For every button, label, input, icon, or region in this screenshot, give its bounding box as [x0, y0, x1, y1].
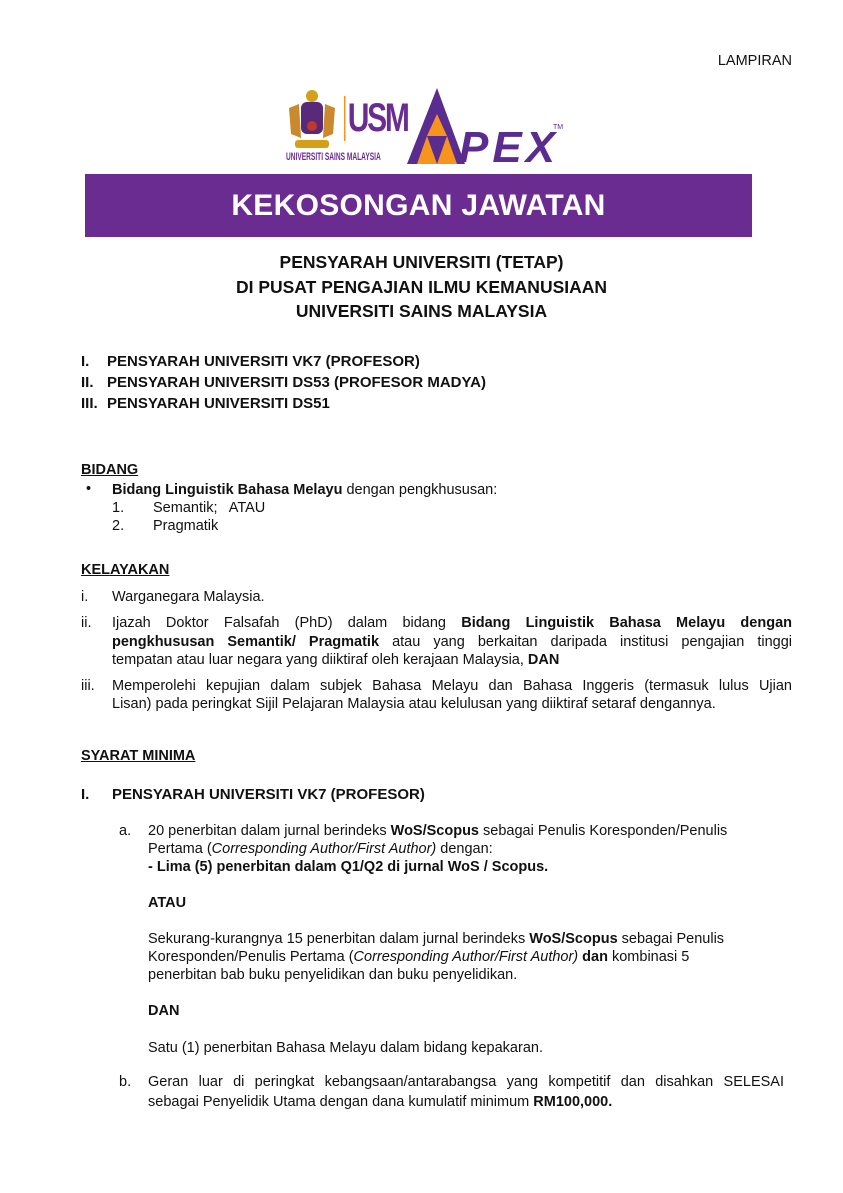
usm-crest-logo — [287, 88, 337, 154]
requirement-text: Warganegara Malaysia. — [112, 589, 265, 605]
page-title-3: UNIVERSITI SAINS MALAYSIA — [295, 301, 548, 321]
page-title-1: PENSYARAH UNIVERSITI (TETAP) — [279, 252, 564, 272]
list-num: iii. — [81, 678, 95, 694]
position-label: PENSYARAH UNIVERSITI DS51 — [107, 395, 330, 412]
criteria-line: Pertama (Corresponding Author/First Author) dengan: — [148, 841, 493, 857]
position-num: III. — [81, 395, 98, 412]
requirement-line: Lisan) pada peringkat Sijil Pelajaran Malaysia atau kelulusan yang diiktiraf setaraf dengannya. — [112, 696, 716, 712]
list-num: ii. — [81, 615, 92, 631]
section-heading-syarat: SYARAT MINIMA — [81, 748, 196, 764]
trademark: TM — [553, 124, 564, 131]
position-num: I. — [81, 353, 90, 370]
position-num: II. — [81, 374, 94, 391]
criteria-line: Satu (1) penerbitan Bahasa Melayu dalam bidang kepakaran. — [148, 1040, 543, 1056]
section-heading-bidang: BIDANG — [81, 462, 139, 478]
criteria-line: - Lima (5) penerbitan dalam Q1/Q2 di jurnal WoS / Scopus. — [148, 859, 549, 875]
svg-text:PEX: PEX — [459, 123, 555, 166]
criteria-line: sebagai Penyelidik Utama dengan dana kumulatif minimum RM100,000. — [148, 1094, 613, 1110]
field-bullet — [112, 482, 497, 498]
list-num: b. — [119, 1074, 132, 1090]
field-text: dengan pengkhususan: — [342, 482, 498, 498]
list-num: 1. — [112, 500, 125, 516]
and-label: DAN — [148, 1003, 180, 1019]
list-item: Pragmatik — [153, 518, 219, 534]
criteria-line: Koresponden/Penulis Pertama (Corresponding Author/First Author) dan kombinasi 5 — [148, 949, 690, 965]
list-num: a. — [119, 823, 132, 839]
requirement-line: pengkhususan Semantik/ Pragmatik atau yang berkaitan daripada institusi pengajian tinggi — [112, 634, 792, 650]
list-num: 2. — [112, 518, 125, 534]
sub-heading: PENSYARAH UNIVERSITI VK7 (PROFESOR) — [112, 786, 425, 803]
criteria-line: Sekurang-kurangnya 15 penerbitan dalam jurnal berindeks WoS/Scopus sebagai Penulis — [148, 931, 725, 947]
usm-name: UNIVERSITI SAINS MALAYSIA — [286, 151, 381, 163]
criteria-line: penerbitan bab buku penyelidikan dan buku penyelidikan. — [148, 967, 518, 983]
vacancy-banner: KEKOSONGAN JAWATAN — [85, 174, 752, 237]
criteria-line: 20 penerbitan dalam jurnal berindeks WoS/Scopus sebagai Penulis Koresponden/Penulis — [148, 823, 728, 839]
apex-logo — [407, 86, 567, 166]
bullet-icon: • — [86, 481, 92, 497]
attachment-label: LAMPIRAN — [717, 53, 792, 69]
criteria-line: Geran luar di peringkat kebangsaan/antarabangsa yang kompetitif dan disahkan SELESAI — [148, 1074, 784, 1090]
requirement-line: tempatan atau luar negara yang diiktiraf oleh kerajaan Malaysia, DAN — [112, 652, 560, 668]
usm-logo-text: USM — [344, 96, 408, 141]
page-title-2: DI PUSAT PENGAJIAN ILMU KEMANUSIAAN — [235, 277, 608, 297]
position-label: PENSYARAH UNIVERSITI DS53 (PROFESOR MADYA) — [107, 374, 486, 391]
position-label: PENSYARAH UNIVERSITI VK7 (PROFESOR) — [107, 353, 420, 370]
requirement-line: Memperolehi kepujian dalam subjek Bahasa Melayu dan Bahasa Inggeris (termasuk lulus Ujian — [112, 678, 792, 694]
sub-heading-num: I. — [81, 786, 90, 803]
field-name: Bidang Linguistik Bahasa Melayu — [112, 482, 343, 498]
list-num: i. — [81, 589, 89, 605]
list-item: Semantik; ATAU — [153, 500, 266, 516]
requirement-line: Ijazah Doktor Falsafah (PhD) dalam bidang Bidang Linguistik Bahasa Melayu dengan — [112, 615, 792, 631]
section-heading-kelayakan: KELAYAKAN — [81, 562, 170, 578]
or-label: ATAU — [148, 895, 187, 911]
